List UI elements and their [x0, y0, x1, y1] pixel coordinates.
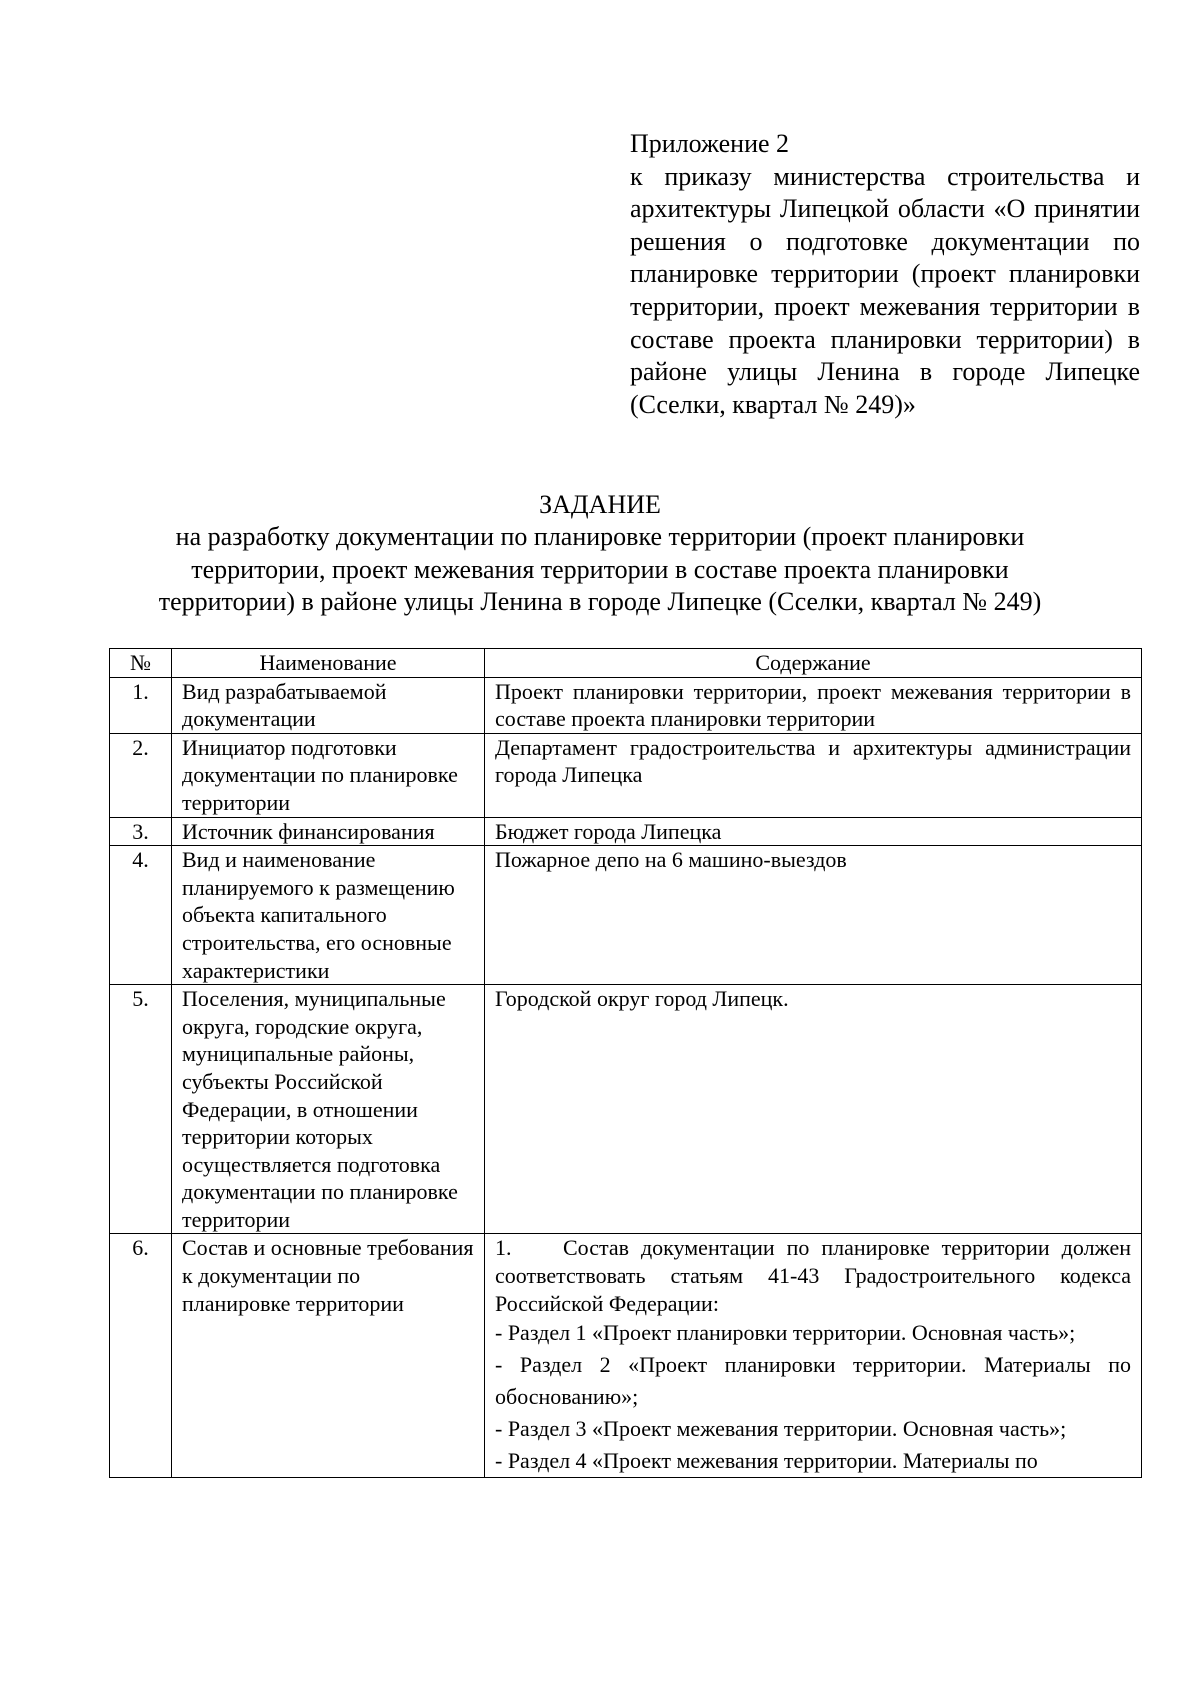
row-content — [485, 1234, 1142, 1478]
row-number: 5. — [110, 985, 172, 1234]
task-heading: ЗАДАНИЕ — [539, 490, 661, 519]
header-num: № — [110, 649, 172, 678]
composition-intro — [495, 1234, 1131, 1317]
row-content: Пожарное депо на 6 машино-выездов — [485, 846, 1142, 985]
appendix-title: Приложение 2 — [630, 129, 790, 158]
row-number: 4. — [110, 846, 172, 985]
row-name: Вид и наименование планируемого к размещению объекта капитального строительства, его основные характеристики — [172, 846, 485, 985]
table-header-row — [110, 649, 1142, 678]
appendix-body: к приказу министерства строительства и архитектуры Липецкой области «О принятии решения о подготовке документации по планировке территории (проект планировки территории, проект межевания территории в составе проекта планировки территории) в районе улицы Ленина в городе Липецке (Сселки, квартал № 249)» — [630, 161, 1140, 419]
composition-item: - Раздел 3 «Проект межевания территории. Основная часть»; — [495, 1416, 1067, 1442]
table-row — [110, 677, 1142, 733]
table-row — [110, 817, 1142, 846]
appendix-block — [630, 128, 1140, 421]
row-name: Инициатор подготовки документации по планировке территории — [172, 733, 485, 817]
row-number: 6. — [110, 1234, 172, 1478]
composition-item: - Раздел 2 «Проект планировки территории. Материалы по обоснованию»; — [495, 1352, 1131, 1410]
row-content: Городской округ город Липецк. — [485, 985, 1142, 1234]
row-content: Бюджет города Липецка — [485, 817, 1142, 846]
composition-intro-number: 1. — [495, 1235, 512, 1261]
requirements-table — [109, 648, 1142, 1478]
composition-intro-text: Состав документации по планировке территории должен соответствовать статьям 41-43 Градостроительного кодекса Российской Федерации: — [495, 1235, 1131, 1316]
task-subtitle: на разработку документации по планировке территории (проект планировки территории, проект межевания территории в составе проекта планировки территории) в районе улицы Ленина в городе Липецке (Сселки, квартал № 249) — [158, 522, 1042, 616]
composition-item: - Раздел 1 «Проект планировки территории. Основная часть»; — [495, 1320, 1076, 1346]
header-name: Наименование — [172, 649, 485, 678]
row-number: 1. — [110, 677, 172, 733]
table-row — [110, 985, 1142, 1234]
row-number: 3. — [110, 817, 172, 846]
row-content: Департамент градостроительства и архитектуры администрации города Липецка — [485, 733, 1142, 817]
row-name: Вид разрабатываемой документации — [172, 677, 485, 733]
row-name: Состав и основные требования к документации по планировке территории — [172, 1234, 485, 1478]
header-content: Содержание — [485, 649, 1142, 678]
table-row — [110, 846, 1142, 985]
row-number: 2. — [110, 733, 172, 817]
table-row — [110, 1234, 1142, 1478]
row-name: Источник финансирования — [172, 817, 485, 846]
composition-item: - Раздел 4 «Проект межевания территории. Материалы по — [495, 1448, 1038, 1474]
table-row — [110, 733, 1142, 817]
row-name: Поселения, муниципальные округа, городские округа, муниципальные районы, субъекты Российской Федерации, в отношении территории которых осуществляется подготовка документации по планировке территории — [172, 985, 485, 1234]
row-content: Проект планировки территории, проект межевания территории в составе проекта планировки территории — [485, 677, 1142, 733]
